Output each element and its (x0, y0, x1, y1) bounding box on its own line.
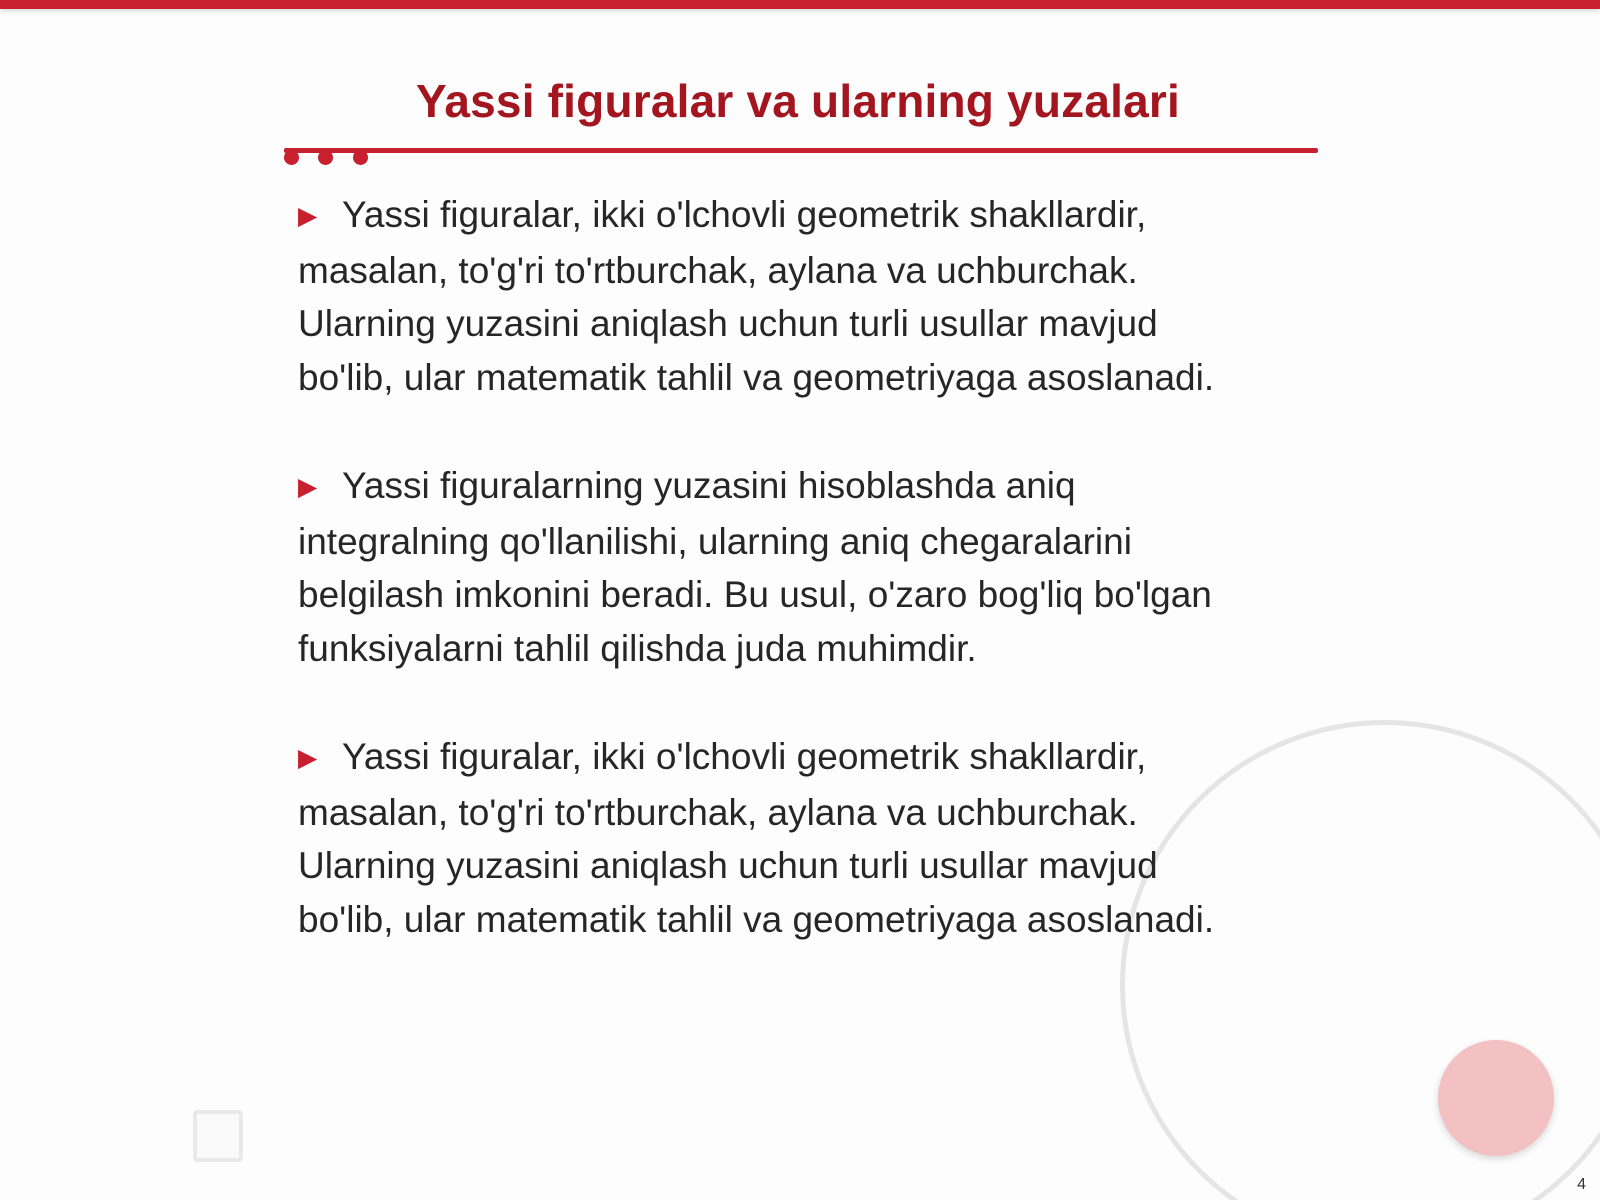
bullet-arrow-icon: ▶ (298, 202, 318, 230)
underline-dot (353, 150, 368, 165)
bullet-item (298, 188, 1258, 404)
bullet-arrow-icon: ▶ (298, 744, 318, 772)
bullet-item (298, 459, 1258, 675)
bullet-text: Yassi figuralar, ikki o'lchovli geometrik shakllardir, masalan, to'g'ri to'rtburchak, aylana va uchburchak. Ularning yuzasini aniqlash uchun turli usullar mavjud bo'lib, ular matematik tahlil va geometriyaga asoslanadi. (298, 736, 1215, 940)
decorative-square (193, 1110, 243, 1162)
bullet-text: Yassi figuralarning yuzasini hisoblashda aniq integralning qo'llanilishi, ularning aniq chegaralarini belgilash imkonini beradi. Bu usul, o'zaro bog'liq bo'lgan funksiyalarni tahlil qilishda juda muhimdir. (298, 465, 1212, 669)
page-number: 4 (1577, 1176, 1586, 1193)
bullet-item (298, 730, 1258, 946)
underline-dot (284, 150, 299, 165)
bullet-arrow-icon: ▶ (298, 473, 318, 501)
underline-dot (318, 150, 333, 165)
bullet-text: Yassi figuralar, ikki o'lchovli geometrik shakllardir, masalan, to'g'ri to'rtburchak, aylana va uchburchak. Ularning yuzasini aniqlash uchun turli usullar mavjud bo'lib, ular matematik tahlil va geometriyaga asoslanadi. (298, 194, 1215, 398)
top-accent-bar (0, 0, 1600, 9)
title-underline (284, 148, 1318, 153)
decorative-pink-circle (1438, 1040, 1554, 1156)
bullet-list (298, 188, 1258, 1001)
slide-title: Yassi figuralar va ularning yuzalari (416, 75, 1180, 127)
